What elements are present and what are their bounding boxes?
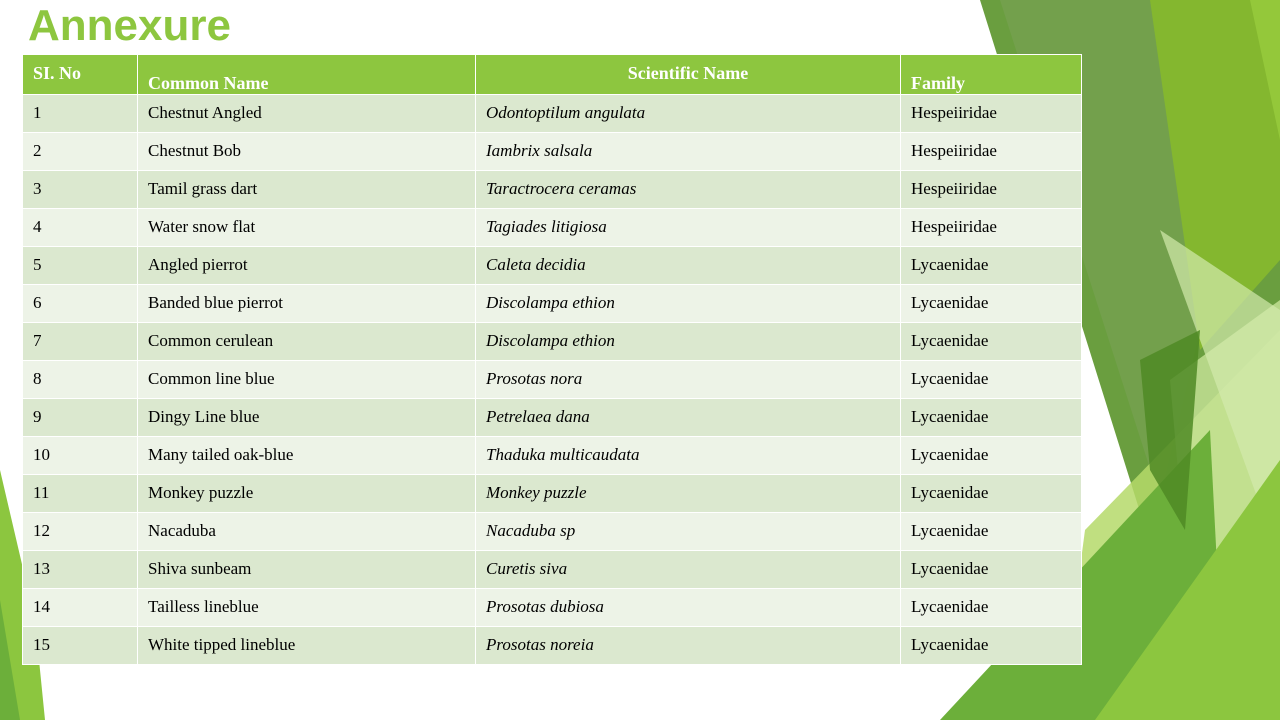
cell-scientific-name: Thaduka multicaudata bbox=[476, 437, 901, 475]
cell-common-name: Common line blue bbox=[138, 361, 476, 399]
cell-family: Lycaenidae bbox=[901, 475, 1082, 513]
table-row bbox=[23, 323, 1082, 361]
cell-scientific-name: Taractrocera ceramas bbox=[476, 171, 901, 209]
cell-family: Hespeiiridae bbox=[901, 171, 1082, 209]
cell-common-name: Water snow flat bbox=[138, 209, 476, 247]
cell-scientific-name: Iambrix salsala bbox=[476, 133, 901, 171]
cell-scientific-name: Odontoptilum angulata bbox=[476, 95, 901, 133]
cell-sl-no: 9 bbox=[23, 399, 138, 437]
cell-common-name: Dingy Line blue bbox=[138, 399, 476, 437]
cell-sl-no: 1 bbox=[23, 95, 138, 133]
cell-scientific-name: Nacaduba sp bbox=[476, 513, 901, 551]
cell-sl-no: 12 bbox=[23, 513, 138, 551]
cell-scientific-name: Petrelaea dana bbox=[476, 399, 901, 437]
cell-common-name: Many tailed oak-blue bbox=[138, 437, 476, 475]
cell-scientific-name: Curetis siva bbox=[476, 551, 901, 589]
table-row bbox=[23, 437, 1082, 475]
table-row bbox=[23, 247, 1082, 285]
header-scientific-name: Scientific Name bbox=[476, 55, 901, 95]
cell-sl-no: 10 bbox=[23, 437, 138, 475]
cell-scientific-name: Tagiades litigiosa bbox=[476, 209, 901, 247]
cell-sl-no: 7 bbox=[23, 323, 138, 361]
cell-common-name: White tipped lineblue bbox=[138, 627, 476, 665]
cell-family: Hespeiiridae bbox=[901, 133, 1082, 171]
table-row bbox=[23, 171, 1082, 209]
table-row bbox=[23, 627, 1082, 665]
annexure-table bbox=[22, 54, 1082, 665]
table-row bbox=[23, 285, 1082, 323]
slide-title: Annexure bbox=[28, 1, 231, 50]
cell-sl-no: 3 bbox=[23, 171, 138, 209]
cell-scientific-name: Prosotas dubiosa bbox=[476, 589, 901, 627]
cell-common-name: Shiva sunbeam bbox=[138, 551, 476, 589]
cell-scientific-name: Monkey puzzle bbox=[476, 475, 901, 513]
cell-family: Lycaenidae bbox=[901, 399, 1082, 437]
table-row bbox=[23, 133, 1082, 171]
cell-common-name: Common cerulean bbox=[138, 323, 476, 361]
cell-sl-no: 6 bbox=[23, 285, 138, 323]
cell-scientific-name: Prosotas nora bbox=[476, 361, 901, 399]
header-common-name: Common Name bbox=[138, 55, 476, 95]
cell-common-name: Monkey puzzle bbox=[138, 475, 476, 513]
table-row bbox=[23, 513, 1082, 551]
cell-sl-no: 2 bbox=[23, 133, 138, 171]
cell-scientific-name: Caleta decidia bbox=[476, 247, 901, 285]
table-row bbox=[23, 399, 1082, 437]
cell-common-name: Banded blue pierrot bbox=[138, 285, 476, 323]
header-sl-no: SI. No bbox=[23, 55, 138, 95]
cell-family: Lycaenidae bbox=[901, 627, 1082, 665]
cell-family: Lycaenidae bbox=[901, 323, 1082, 361]
table-row bbox=[23, 361, 1082, 399]
cell-family: Hespeiiridae bbox=[901, 209, 1082, 247]
cell-family: Lycaenidae bbox=[901, 513, 1082, 551]
cell-sl-no: 4 bbox=[23, 209, 138, 247]
table-row bbox=[23, 551, 1082, 589]
cell-family: Lycaenidae bbox=[901, 437, 1082, 475]
cell-common-name: Chestnut Bob bbox=[138, 133, 476, 171]
table-row bbox=[23, 95, 1082, 133]
cell-family: Lycaenidae bbox=[901, 247, 1082, 285]
cell-common-name: Tailless lineblue bbox=[138, 589, 476, 627]
cell-family: Lycaenidae bbox=[901, 285, 1082, 323]
cell-scientific-name: Discolampa ethion bbox=[476, 323, 901, 361]
cell-common-name: Tamil grass dart bbox=[138, 171, 476, 209]
cell-scientific-name: Prosotas noreia bbox=[476, 627, 901, 665]
cell-scientific-name: Discolampa ethion bbox=[476, 285, 901, 323]
header-family: Family bbox=[901, 55, 1082, 95]
cell-family: Lycaenidae bbox=[901, 361, 1082, 399]
table-header-row bbox=[23, 55, 1082, 95]
cell-sl-no: 8 bbox=[23, 361, 138, 399]
cell-family: Lycaenidae bbox=[901, 551, 1082, 589]
table-row bbox=[23, 589, 1082, 627]
table-body bbox=[23, 95, 1082, 665]
cell-family: Hespeiiridae bbox=[901, 95, 1082, 133]
cell-common-name: Nacaduba bbox=[138, 513, 476, 551]
table-row bbox=[23, 475, 1082, 513]
cell-sl-no: 15 bbox=[23, 627, 138, 665]
table-row bbox=[23, 209, 1082, 247]
cell-family: Lycaenidae bbox=[901, 589, 1082, 627]
cell-sl-no: 11 bbox=[23, 475, 138, 513]
cell-common-name: Chestnut Angled bbox=[138, 95, 476, 133]
cell-common-name: Angled pierrot bbox=[138, 247, 476, 285]
cell-sl-no: 5 bbox=[23, 247, 138, 285]
cell-sl-no: 14 bbox=[23, 589, 138, 627]
cell-sl-no: 13 bbox=[23, 551, 138, 589]
